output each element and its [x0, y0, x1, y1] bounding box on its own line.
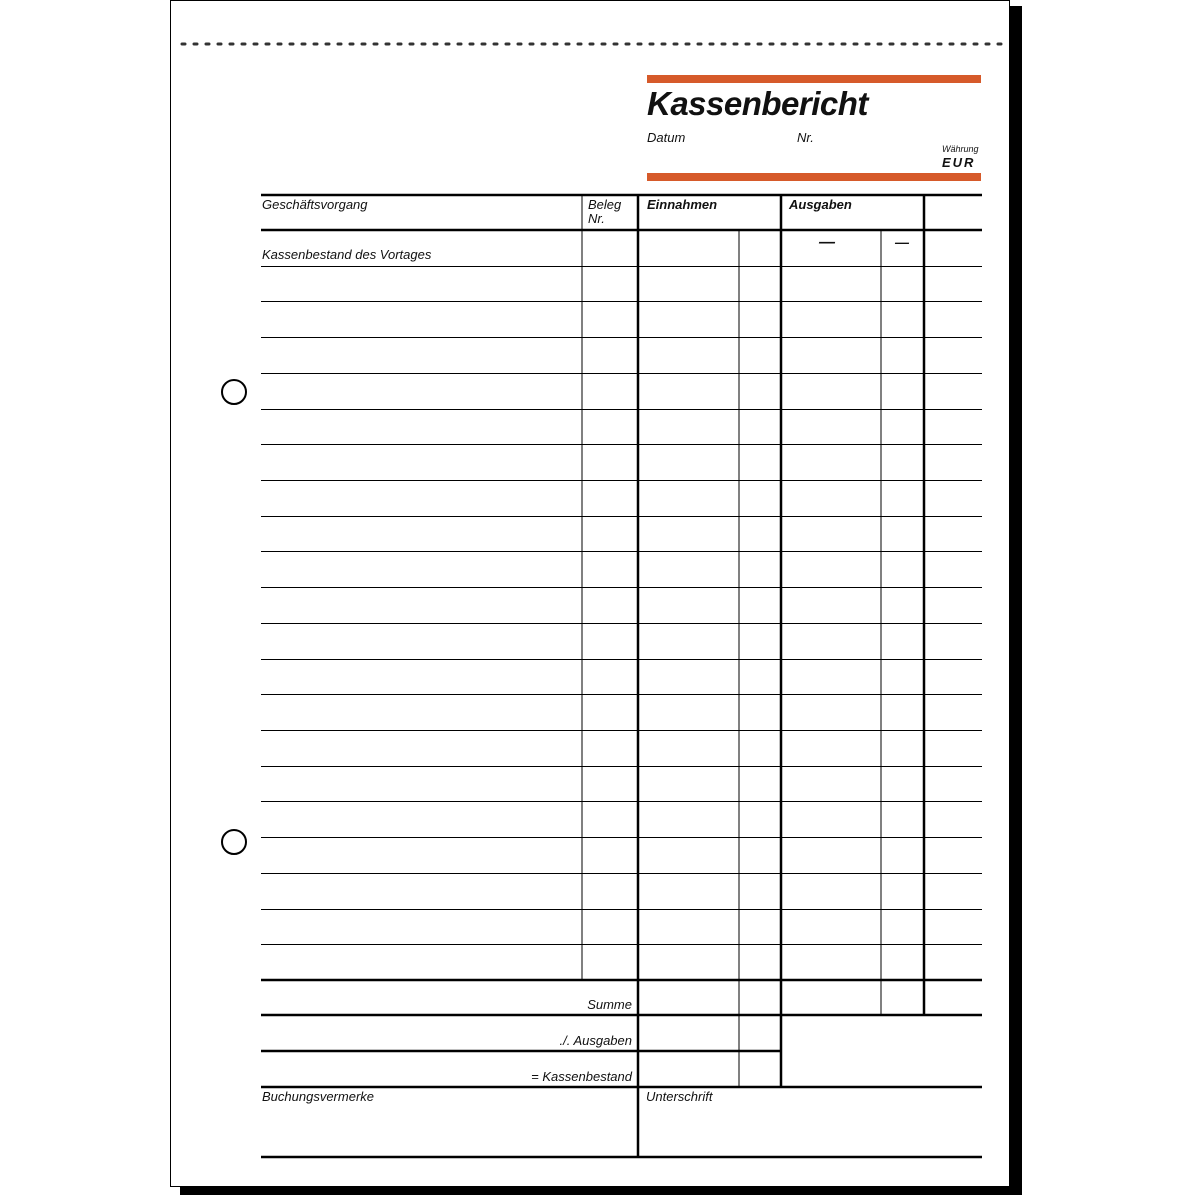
- column-header-receipt-number: Nr.: [588, 211, 605, 226]
- form-title: Kassenbericht: [647, 85, 868, 122]
- booking-notes-label: Buchungsvermerke: [262, 1089, 374, 1104]
- currency-value: EUR: [942, 155, 976, 170]
- date-label: Datum: [647, 130, 686, 145]
- opening-balance-dash-cents: —: [895, 234, 909, 250]
- column-header-expenses: Ausgaben: [789, 197, 852, 212]
- cash-balance-label: = Kassenbestand: [531, 1069, 632, 1084]
- column-header-receipt: Beleg: [588, 197, 622, 212]
- signature-label: Unterschrift: [646, 1089, 713, 1104]
- opening-balance-dash-amount: —: [819, 234, 835, 251]
- sum-label: Summe: [587, 997, 632, 1012]
- column-header-transaction: Geschäftsvorgang: [262, 197, 368, 212]
- number-label: Nr.: [797, 130, 814, 145]
- opening-balance-label: Kassenbestand des Vortages: [262, 247, 432, 262]
- currency-label: Währung: [942, 144, 979, 154]
- column-header-income: Einnahmen: [647, 197, 718, 212]
- minus-expenses-label: ./. Ausgaben: [559, 1033, 632, 1048]
